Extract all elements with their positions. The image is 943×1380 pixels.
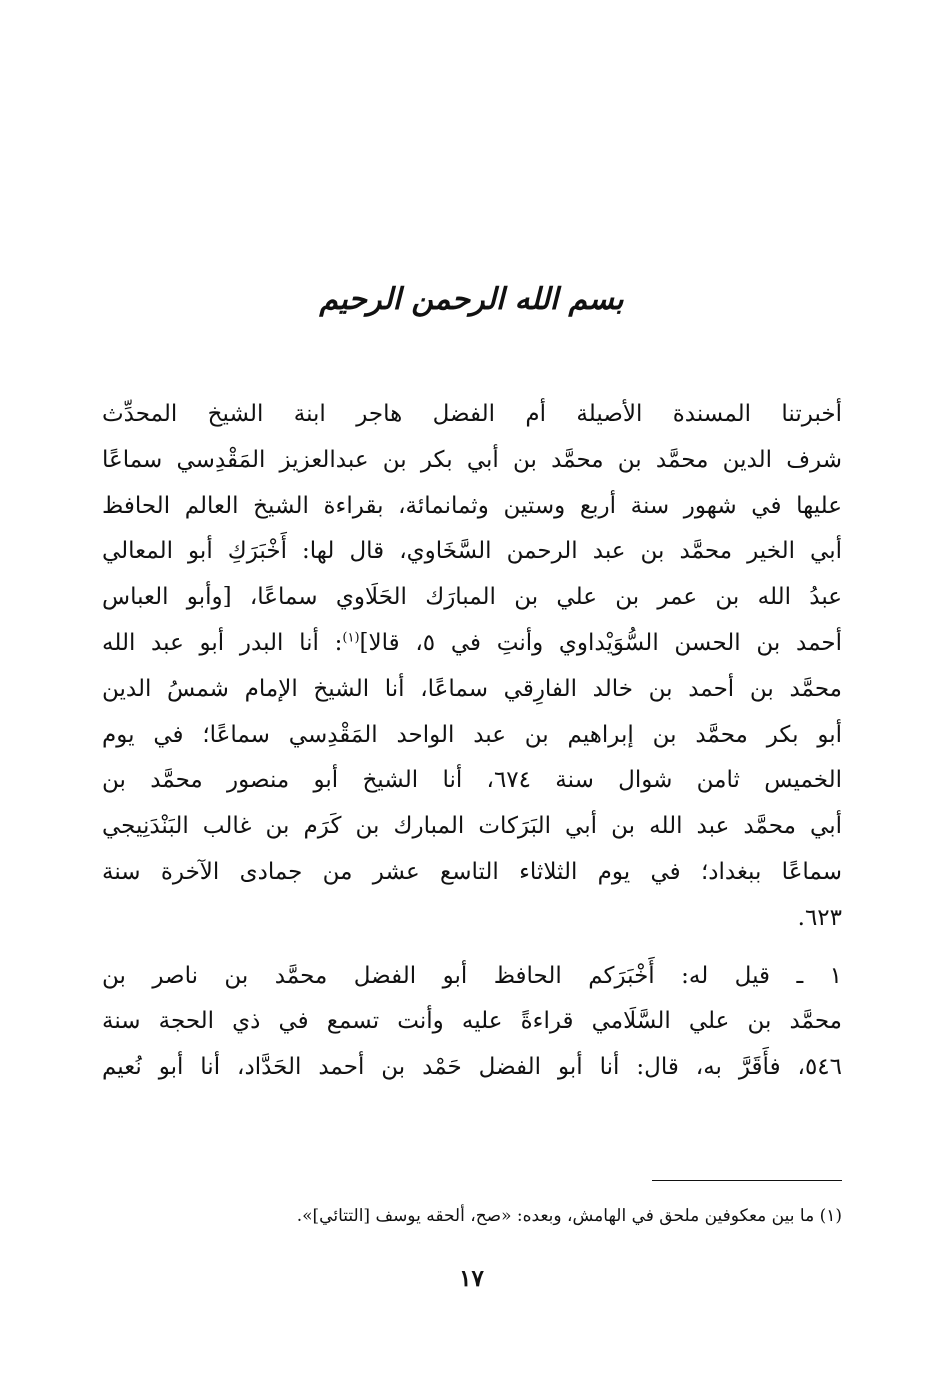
text-line: الخميس ثامن شوال سنة ٦٧٤، أنا الشيخ أبو منصور محمَّد بن bbox=[102, 767, 842, 794]
text-line: محمَّد بن أحمد بن خالد الفارِقي سماعًا، أنا الشيخ الإمام شمسُ الدين bbox=[102, 675, 843, 702]
text-line: أبي الخير محمَّد بن عبد الرحمن السَّخَاوي، قال لها: أَخْبَرَكِ أبو المعالي bbox=[102, 538, 842, 565]
text-line: ٦٢٣. bbox=[797, 904, 842, 931]
text-line: عبدُ الله بن عمر بن علي بن المبارَك الحَلَاوي سماعًا، [وأبو العباس bbox=[102, 584, 842, 611]
text-line: شرف الدين محمَّد بن محمَّد بن أبي بكر بن عبدالعزيز المَقْدِسي سماعًا bbox=[102, 446, 842, 473]
text-line-with-footnote bbox=[102, 621, 842, 667]
footnote: (١) ما بين معكوفين ملحق في الهامش، وبعده: «صح، ألحقه يوسف [التتائي]». bbox=[296, 1206, 842, 1226]
text-line: ١ ـ قيل له: أَخْبَرَكم الحافظ أبو الفضل محمَّد بن ناصر بن bbox=[102, 962, 842, 989]
text-line: محمَّد بن علي السَّلَامي قراءةً عليه وأنت تسمع في ذي الحجة سنة bbox=[102, 1008, 842, 1035]
text-line: ٥٤٦، فأَقَرَّ به، قال: أنا أبو الفضل حَمْد بن أحمد الحَدَّاد، أنا أبو نُعيم bbox=[102, 1054, 842, 1081]
text-segment: : أنا البدر أبو عبد الله bbox=[102, 629, 343, 656]
page-number: ١٧ bbox=[459, 1265, 484, 1292]
main-text bbox=[102, 392, 842, 1091]
text-line: أخبرتنا المسندة الأصيلة أم الفضل هاجر ابنة الشيخ المحدِّث bbox=[102, 401, 842, 427]
text-line: أبي محمَّد عبد الله بن أبي البَرَكات المبارك بن كَرَم بن غالب البَنْدَنِيجي bbox=[102, 813, 842, 840]
basmala-heading: بسم الله الرحمن الرحيم bbox=[319, 282, 624, 317]
footnote-reference[interactable]: (١) bbox=[342, 630, 360, 646]
text-line: سماعًا ببغداد؛ في يوم الثلاثاء التاسع عشر من جمادى الآخرة سنة bbox=[102, 858, 842, 885]
footnote-divider bbox=[652, 1180, 842, 1181]
text-line: أبو بكر محمَّد بن إبراهيم بن عبد الواحد المَقْدِسي سماعًا؛ في يوم bbox=[102, 721, 842, 748]
text-line: عليها في شهور سنة أربع وستين وثمانمائة، بقراءة الشيخ العالم الحافظ bbox=[102, 492, 842, 519]
text-segment: أحمد بن الحسن السُّوَيْداوي وأنتِ في ٥، قالا] bbox=[359, 629, 843, 656]
